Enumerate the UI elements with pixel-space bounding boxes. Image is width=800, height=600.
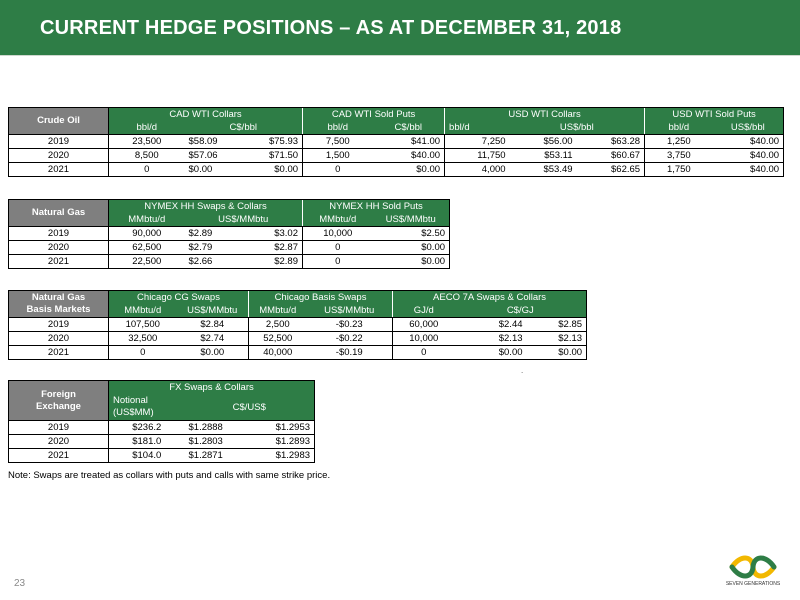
company-logo (718, 553, 788, 595)
table-row (9, 449, 315, 463)
value-cell: $41.00 (373, 135, 445, 149)
table-row (9, 241, 450, 255)
value-cell: $1.2803 (185, 435, 243, 449)
value-cell: 1,500 (303, 149, 373, 163)
value-cell: $40.00 (713, 135, 784, 149)
value-cell: -$0.22 (307, 332, 393, 346)
value-cell: 10,000 (303, 227, 373, 241)
unit-header: US$/bbl (713, 121, 784, 135)
value-cell: $2.44 (455, 318, 527, 332)
value-cell: $2.87 (243, 241, 303, 255)
year-cell: 2019 (9, 421, 109, 435)
value-cell: $40.00 (713, 163, 784, 177)
unit-header: MMbtu/d (109, 304, 177, 318)
value-cell: 0 (393, 346, 455, 360)
table-row (9, 135, 784, 149)
value-cell: 0 (109, 163, 185, 177)
unit-header: US$/bbl (510, 121, 645, 135)
category-line: Foreign (41, 388, 76, 400)
value-cell: $62.65 (577, 163, 645, 177)
value-cell: 32,500 (109, 332, 177, 346)
value-cell: $236.2 (109, 421, 185, 435)
category-line: Natural Gas (31, 292, 86, 303)
unit-header: bbl/d (645, 121, 713, 135)
value-cell: 0 (303, 163, 373, 177)
category-line: Basis Markets (26, 304, 91, 315)
group-chicago-cg-swaps: Chicago CG Swaps (109, 291, 249, 305)
value-cell: 0 (303, 255, 373, 269)
unit-line: Notional (113, 395, 148, 406)
category-line: Exchange (36, 400, 81, 412)
year-cell: 2020 (9, 435, 109, 449)
value-cell: $0.00 (455, 346, 527, 360)
unit-header-notional (109, 394, 185, 421)
value-cell: 2,500 (249, 318, 307, 332)
unit-header: MMbtu/d (109, 213, 185, 227)
year-cell: 2019 (9, 135, 109, 149)
group-chicago-basis-swaps: Chicago Basis Swaps (249, 291, 393, 305)
group-cad-wti-sold-puts: CAD WTI Sold Puts (303, 108, 445, 122)
value-cell: 90,000 (109, 227, 185, 241)
group-usd-wti-collars: USD WTI Collars (445, 108, 645, 122)
unit-line: (US$MM) (113, 407, 154, 418)
value-cell: 11,750 (445, 149, 510, 163)
value-cell: $0.00 (373, 241, 450, 255)
table-row (9, 255, 450, 269)
value-cell: $0.00 (527, 346, 587, 360)
value-cell: 62,500 (109, 241, 185, 255)
unit-header: C$/bbl (373, 121, 445, 135)
value-cell: $3.02 (243, 227, 303, 241)
value-cell: -$0.23 (307, 318, 393, 332)
value-cell: $56.00 (510, 135, 577, 149)
footnote: Note: Swaps are treated as collars with puts and calls with same strike price. (8, 470, 331, 481)
value-cell: $1.2871 (185, 449, 243, 463)
year-cell: 2019 (9, 227, 109, 241)
unit-header: US$/MMbtu (307, 304, 393, 318)
table-row (9, 421, 315, 435)
header-bar (0, 0, 800, 55)
crude-oil-table (8, 107, 784, 177)
value-cell: 40,000 (249, 346, 307, 360)
value-cell: $58.09 (185, 135, 243, 149)
value-cell: $40.00 (713, 149, 784, 163)
natural-gas-category: Natural Gas (9, 200, 109, 227)
value-cell: $0.00 (177, 346, 249, 360)
unit-header: C$/GJ (455, 304, 587, 318)
value-cell: $1.2888 (185, 421, 243, 435)
value-cell: $181.0 (109, 435, 185, 449)
unit-header: C$/US$ (185, 394, 315, 421)
year-cell: 2020 (9, 149, 109, 163)
value-cell: $1.2983 (243, 449, 315, 463)
value-cell: $2.50 (373, 227, 450, 241)
value-cell: 1,750 (645, 163, 713, 177)
year-cell: 2019 (9, 318, 109, 332)
value-cell: $2.79 (185, 241, 243, 255)
value-cell: 10,000 (393, 332, 455, 346)
value-cell: $53.49 (510, 163, 577, 177)
value-cell: 4,000 (445, 163, 510, 177)
year-cell: 2021 (9, 163, 109, 177)
unit-header: US$/MMbtu (185, 213, 303, 227)
table-row (9, 163, 784, 177)
value-cell: 7,250 (445, 135, 510, 149)
value-cell: $0.00 (185, 163, 243, 177)
natural-gas-table (8, 199, 450, 269)
value-cell: 8,500 (109, 149, 185, 163)
value-cell: $71.50 (243, 149, 303, 163)
year-cell: 2021 (9, 255, 109, 269)
group-fx-swaps-collars: FX Swaps & Collars (109, 381, 315, 395)
page-number: 23 (14, 578, 26, 589)
unit-header: US$/MMbtu (177, 304, 249, 318)
unit-header: bbl/d (445, 121, 510, 135)
value-cell: $2.89 (243, 255, 303, 269)
table-row (9, 149, 784, 163)
group-nymex-hh-swaps-collars: NYMEX HH Swaps & Collars (109, 200, 303, 214)
value-cell: 52,500 (249, 332, 307, 346)
value-cell: 1,250 (645, 135, 713, 149)
value-cell: $2.13 (527, 332, 587, 346)
logo-wordmark: SEVEN GENERATIONS (725, 581, 781, 587)
value-cell: $0.00 (373, 255, 450, 269)
value-cell: $75.93 (243, 135, 303, 149)
value-cell: $53.11 (510, 149, 577, 163)
year-cell: 2021 (9, 346, 109, 360)
value-cell: $1.2893 (243, 435, 315, 449)
page-title: CURRENT HEDGE POSITIONS – AS AT DECEMBER 31, 2018 (40, 17, 622, 39)
unit-header: US$/MMbtu (373, 213, 450, 227)
year-cell: 2020 (9, 241, 109, 255)
table-row (9, 332, 587, 346)
unit-header: C$/bbl (185, 121, 303, 135)
value-cell: 0 (109, 346, 177, 360)
value-cell: $2.66 (185, 255, 243, 269)
crude-oil-category: Crude Oil (9, 108, 109, 135)
value-cell: 7,500 (303, 135, 373, 149)
group-nymex-hh-sold-puts: NYMEX HH Sold Puts (303, 200, 450, 214)
value-cell: 23,500 (109, 135, 185, 149)
value-cell: $0.00 (373, 163, 445, 177)
unit-header: MMbtu/d (303, 213, 373, 227)
value-cell: $60.67 (577, 149, 645, 163)
stray-mark: . (521, 366, 524, 375)
value-cell: 3,750 (645, 149, 713, 163)
value-cell: $63.28 (577, 135, 645, 149)
value-cell: $40.00 (373, 149, 445, 163)
value-cell: 60,000 (393, 318, 455, 332)
foreign-exchange-category (9, 381, 109, 421)
header-divider (0, 55, 800, 56)
unit-header: GJ/d (393, 304, 455, 318)
foreign-exchange-table (8, 380, 315, 463)
table-row (9, 346, 587, 360)
value-cell: $1.2953 (243, 421, 315, 435)
unit-header: bbl/d (303, 121, 373, 135)
value-cell: $2.84 (177, 318, 249, 332)
value-cell: $2.89 (185, 227, 243, 241)
value-cell: $2.74 (177, 332, 249, 346)
table-row (9, 435, 315, 449)
table-row (9, 227, 450, 241)
unit-header: bbl/d (109, 121, 185, 135)
value-cell: 107,500 (109, 318, 177, 332)
value-cell: $57.06 (185, 149, 243, 163)
basis-markets-table (8, 290, 587, 360)
group-cad-wti-collars: CAD WTI Collars (109, 108, 303, 122)
value-cell: 22,500 (109, 255, 185, 269)
value-cell: 0 (303, 241, 373, 255)
value-cell: $2.13 (455, 332, 527, 346)
unit-header: MMbtu/d (249, 304, 307, 318)
group-usd-wti-sold-puts: USD WTI Sold Puts (645, 108, 784, 122)
basis-markets-category (9, 291, 109, 318)
value-cell: $0.00 (243, 163, 303, 177)
year-cell: 2020 (9, 332, 109, 346)
year-cell: 2021 (9, 449, 109, 463)
value-cell: -$0.19 (307, 346, 393, 360)
group-aeco-7a-swaps-collars: AECO 7A Swaps & Collars (393, 291, 587, 305)
table-row (9, 318, 587, 332)
value-cell: $104.0 (109, 449, 185, 463)
value-cell: $2.85 (527, 318, 587, 332)
